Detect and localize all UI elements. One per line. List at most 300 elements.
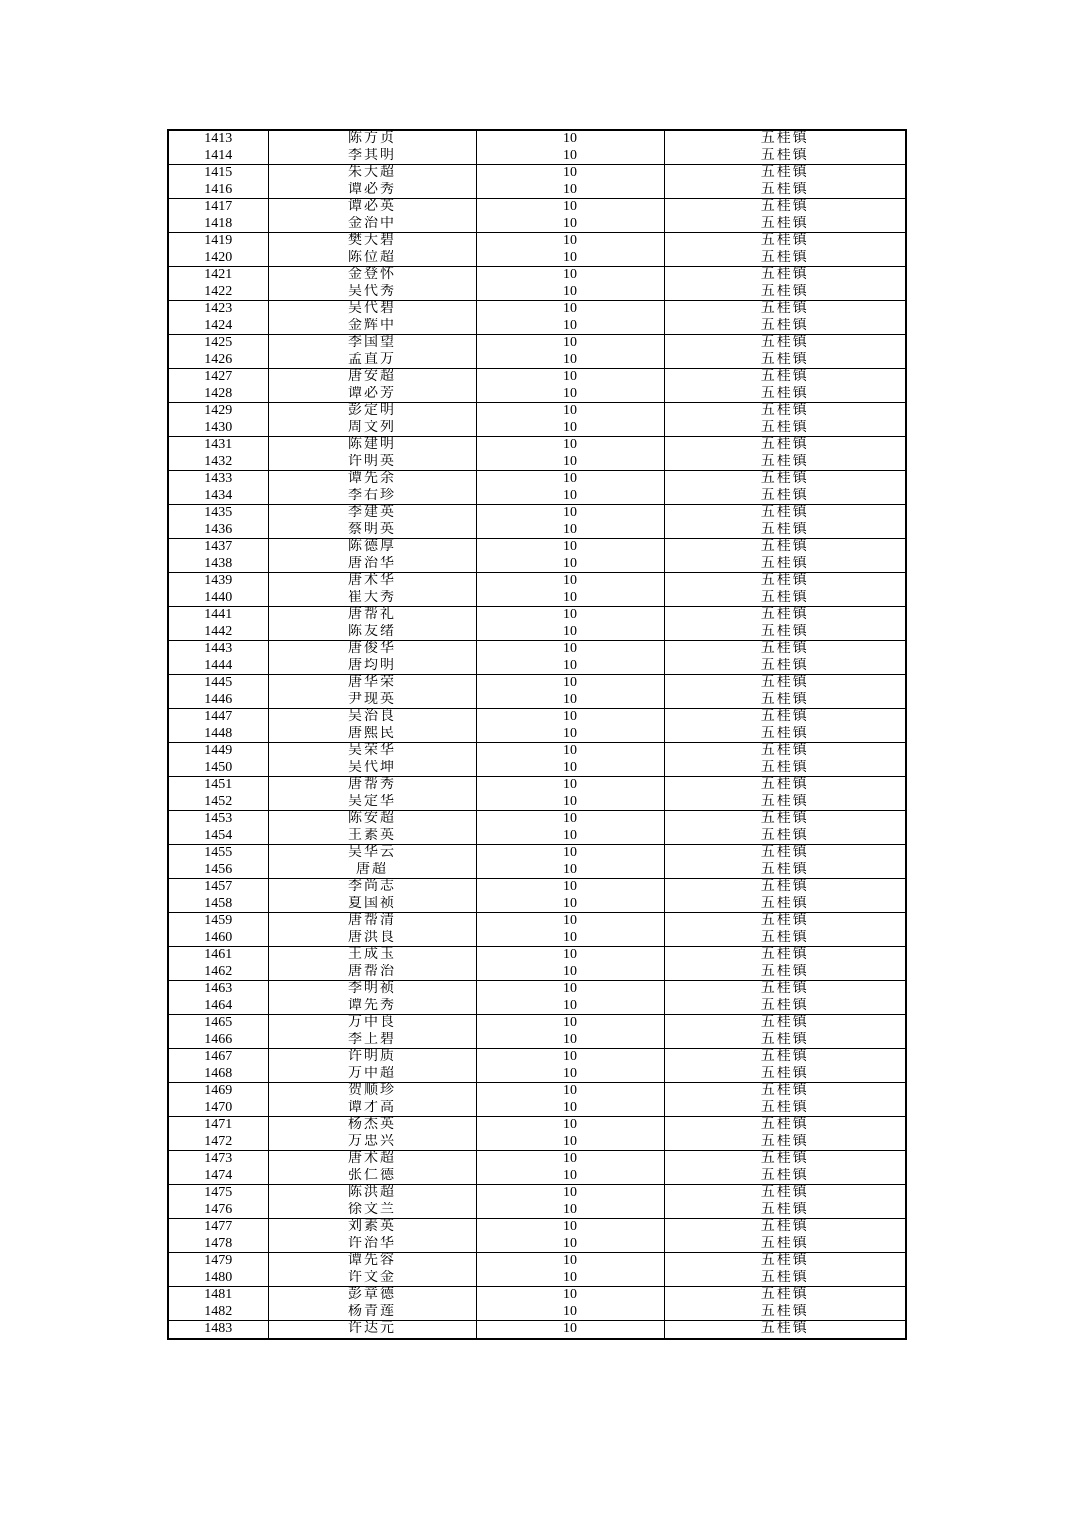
town-cell: 五桂镇 — [664, 335, 906, 352]
name-cell: 李尚志 — [268, 879, 476, 896]
data-table — [167, 129, 907, 1340]
table-row — [168, 437, 906, 454]
amount-cell: 10 — [476, 845, 664, 862]
amount-cell: 10 — [476, 590, 664, 607]
amount-cell: 10 — [476, 369, 664, 386]
row-number-cell: 1473 — [168, 1151, 268, 1168]
name-cell: 李右珍 — [268, 488, 476, 505]
name-cell: 吴华云 — [268, 845, 476, 862]
town-cell: 五桂镇 — [664, 947, 906, 964]
name-cell: 唐帮清 — [268, 913, 476, 930]
name-cell: 吴治良 — [268, 709, 476, 726]
table-row — [168, 964, 906, 981]
table-row — [168, 1083, 906, 1100]
row-number-cell: 1413 — [168, 130, 268, 148]
name-cell: 唐治华 — [268, 556, 476, 573]
town-cell: 五桂镇 — [664, 1287, 906, 1304]
town-cell: 五桂镇 — [664, 403, 906, 420]
table-row — [168, 1015, 906, 1032]
name-cell: 张仁德 — [268, 1168, 476, 1185]
name-cell: 唐洪良 — [268, 930, 476, 947]
table-row — [168, 1134, 906, 1151]
town-cell: 五桂镇 — [664, 777, 906, 794]
name-cell: 谭先秀 — [268, 998, 476, 1015]
name-cell: 李上碧 — [268, 1032, 476, 1049]
row-number-cell: 1481 — [168, 1287, 268, 1304]
table-row — [168, 233, 906, 250]
amount-cell: 10 — [476, 216, 664, 233]
amount-cell: 10 — [476, 233, 664, 250]
name-cell: 唐帮秀 — [268, 777, 476, 794]
row-number-cell: 1459 — [168, 913, 268, 930]
amount-cell: 10 — [476, 794, 664, 811]
table-row — [168, 692, 906, 709]
row-number-cell: 1463 — [168, 981, 268, 998]
table-row — [168, 828, 906, 845]
name-cell: 谭先余 — [268, 471, 476, 488]
town-cell: 五桂镇 — [664, 573, 906, 590]
amount-cell: 10 — [476, 267, 664, 284]
name-cell: 崔大秀 — [268, 590, 476, 607]
name-cell: 陈建明 — [268, 437, 476, 454]
town-cell: 五桂镇 — [664, 352, 906, 369]
table-row — [168, 624, 906, 641]
town-cell: 五桂镇 — [664, 1185, 906, 1202]
name-cell: 彭章德 — [268, 1287, 476, 1304]
table-row — [168, 862, 906, 879]
name-cell: 李建英 — [268, 505, 476, 522]
town-cell: 五桂镇 — [664, 233, 906, 250]
row-number-cell: 1415 — [168, 165, 268, 182]
town-cell: 五桂镇 — [664, 1304, 906, 1321]
amount-cell: 10 — [476, 930, 664, 947]
amount-cell: 10 — [476, 420, 664, 437]
name-cell: 孟直万 — [268, 352, 476, 369]
amount-cell: 10 — [476, 743, 664, 760]
table-row — [168, 641, 906, 658]
row-number-cell: 1421 — [168, 267, 268, 284]
row-number-cell: 1446 — [168, 692, 268, 709]
row-number-cell: 1479 — [168, 1253, 268, 1270]
table-row — [168, 130, 906, 148]
table-row — [168, 981, 906, 998]
name-cell: 许明质 — [268, 1049, 476, 1066]
row-number-cell: 1461 — [168, 947, 268, 964]
town-cell: 五桂镇 — [664, 318, 906, 335]
table-row — [168, 1202, 906, 1219]
row-number-cell: 1433 — [168, 471, 268, 488]
table-body — [168, 130, 906, 1339]
town-cell: 五桂镇 — [664, 675, 906, 692]
table-row — [168, 1304, 906, 1321]
town-cell: 五桂镇 — [664, 845, 906, 862]
town-cell: 五桂镇 — [664, 505, 906, 522]
name-cell: 朱大超 — [268, 165, 476, 182]
town-cell: 五桂镇 — [664, 1117, 906, 1134]
row-number-cell: 1454 — [168, 828, 268, 845]
amount-cell: 10 — [476, 607, 664, 624]
row-number-cell: 1416 — [168, 182, 268, 199]
name-cell: 唐术超 — [268, 1151, 476, 1168]
name-cell: 杨青莲 — [268, 1304, 476, 1321]
table-row — [168, 1185, 906, 1202]
table-row — [168, 913, 906, 930]
row-number-cell: 1465 — [168, 1015, 268, 1032]
row-number-cell: 1468 — [168, 1066, 268, 1083]
amount-cell: 10 — [476, 760, 664, 777]
amount-cell: 10 — [476, 998, 664, 1015]
row-number-cell: 1464 — [168, 998, 268, 1015]
amount-cell: 10 — [476, 1168, 664, 1185]
town-cell: 五桂镇 — [664, 454, 906, 471]
table-row — [168, 1270, 906, 1287]
name-cell: 唐术华 — [268, 573, 476, 590]
row-number-cell: 1439 — [168, 573, 268, 590]
town-cell: 五桂镇 — [664, 471, 906, 488]
name-cell: 谭先容 — [268, 1253, 476, 1270]
row-number-cell: 1480 — [168, 1270, 268, 1287]
name-cell: 唐帮礼 — [268, 607, 476, 624]
amount-cell: 10 — [476, 641, 664, 658]
town-cell: 五桂镇 — [664, 165, 906, 182]
town-cell: 五桂镇 — [664, 998, 906, 1015]
table-row — [168, 1151, 906, 1168]
table-row — [168, 199, 906, 216]
row-number-cell: 1447 — [168, 709, 268, 726]
name-cell: 贺顺珍 — [268, 1083, 476, 1100]
town-cell: 五桂镇 — [664, 862, 906, 879]
amount-cell: 10 — [476, 454, 664, 471]
row-number-cell: 1467 — [168, 1049, 268, 1066]
row-number-cell: 1472 — [168, 1134, 268, 1151]
amount-cell: 10 — [476, 1270, 664, 1287]
amount-cell: 10 — [476, 862, 664, 879]
town-cell: 五桂镇 — [664, 726, 906, 743]
table-row — [168, 420, 906, 437]
name-cell: 吴定华 — [268, 794, 476, 811]
table-row — [168, 726, 906, 743]
row-number-cell: 1424 — [168, 318, 268, 335]
amount-cell: 10 — [476, 692, 664, 709]
amount-cell: 10 — [476, 1321, 664, 1339]
town-cell: 五桂镇 — [664, 437, 906, 454]
name-cell: 谭必秀 — [268, 182, 476, 199]
table-row — [168, 386, 906, 403]
table-row — [168, 1032, 906, 1049]
row-number-cell: 1436 — [168, 522, 268, 539]
amount-cell: 10 — [476, 352, 664, 369]
town-cell: 五桂镇 — [664, 794, 906, 811]
amount-cell: 10 — [476, 1236, 664, 1253]
name-cell: 周文列 — [268, 420, 476, 437]
amount-cell: 10 — [476, 471, 664, 488]
name-cell: 徐文兰 — [268, 1202, 476, 1219]
table-row — [168, 216, 906, 233]
amount-cell: 10 — [476, 1134, 664, 1151]
town-cell: 五桂镇 — [664, 1032, 906, 1049]
table-row — [168, 267, 906, 284]
amount-cell: 10 — [476, 250, 664, 267]
row-number-cell: 1417 — [168, 199, 268, 216]
town-cell: 五桂镇 — [664, 641, 906, 658]
town-cell: 五桂镇 — [664, 267, 906, 284]
name-cell: 陈位超 — [268, 250, 476, 267]
table-row — [168, 794, 906, 811]
table-row — [168, 301, 906, 318]
amount-cell: 10 — [476, 896, 664, 913]
amount-cell: 10 — [476, 947, 664, 964]
row-number-cell: 1428 — [168, 386, 268, 403]
name-cell: 尹现英 — [268, 692, 476, 709]
town-cell: 五桂镇 — [664, 488, 906, 505]
town-cell: 五桂镇 — [664, 760, 906, 777]
name-cell: 陈方贞 — [268, 130, 476, 148]
name-cell: 唐超 — [268, 862, 476, 879]
table-row — [168, 573, 906, 590]
amount-cell: 10 — [476, 403, 664, 420]
table-row — [168, 488, 906, 505]
row-number-cell: 1422 — [168, 284, 268, 301]
row-number-cell: 1419 — [168, 233, 268, 250]
town-cell: 五桂镇 — [664, 284, 906, 301]
amount-cell: 10 — [476, 1049, 664, 1066]
row-number-cell: 1434 — [168, 488, 268, 505]
name-cell: 陈友绪 — [268, 624, 476, 641]
amount-cell: 10 — [476, 335, 664, 352]
name-cell: 吴代碧 — [268, 301, 476, 318]
amount-cell: 10 — [476, 658, 664, 675]
row-number-cell: 1455 — [168, 845, 268, 862]
name-cell: 唐熙民 — [268, 726, 476, 743]
amount-cell: 10 — [476, 1066, 664, 1083]
name-cell: 许达元 — [268, 1321, 476, 1339]
table-row — [168, 777, 906, 794]
table-row — [168, 1100, 906, 1117]
town-cell: 五桂镇 — [664, 743, 906, 760]
amount-cell: 10 — [476, 1100, 664, 1117]
town-cell: 五桂镇 — [664, 148, 906, 165]
table-row — [168, 590, 906, 607]
row-number-cell: 1460 — [168, 930, 268, 947]
town-cell: 五桂镇 — [664, 522, 906, 539]
town-cell: 五桂镇 — [664, 658, 906, 675]
amount-cell: 10 — [476, 879, 664, 896]
table-row — [168, 658, 906, 675]
amount-cell: 10 — [476, 148, 664, 165]
row-number-cell: 1426 — [168, 352, 268, 369]
amount-cell: 10 — [476, 1253, 664, 1270]
name-cell: 金治中 — [268, 216, 476, 233]
name-cell: 陈洪超 — [268, 1185, 476, 1202]
row-number-cell: 1458 — [168, 896, 268, 913]
table-row — [168, 1287, 906, 1304]
row-number-cell: 1482 — [168, 1304, 268, 1321]
table-row — [168, 1321, 906, 1339]
town-cell: 五桂镇 — [664, 896, 906, 913]
name-cell: 万忠兴 — [268, 1134, 476, 1151]
table-row — [168, 896, 906, 913]
name-cell: 谭必芳 — [268, 386, 476, 403]
name-cell: 夏国祯 — [268, 896, 476, 913]
town-cell: 五桂镇 — [664, 590, 906, 607]
amount-cell: 10 — [476, 1151, 664, 1168]
amount-cell: 10 — [476, 539, 664, 556]
amount-cell: 10 — [476, 1117, 664, 1134]
town-cell: 五桂镇 — [664, 964, 906, 981]
row-number-cell: 1450 — [168, 760, 268, 777]
amount-cell: 10 — [476, 573, 664, 590]
name-cell: 吴荣华 — [268, 743, 476, 760]
table-row — [168, 1219, 906, 1236]
table-row — [168, 522, 906, 539]
town-cell: 五桂镇 — [664, 1066, 906, 1083]
town-cell: 五桂镇 — [664, 1168, 906, 1185]
name-cell: 唐华荣 — [268, 675, 476, 692]
name-cell: 李明祯 — [268, 981, 476, 998]
town-cell: 五桂镇 — [664, 556, 906, 573]
name-cell: 蔡明英 — [268, 522, 476, 539]
town-cell: 五桂镇 — [664, 216, 906, 233]
table-row — [168, 250, 906, 267]
row-number-cell: 1432 — [168, 454, 268, 471]
amount-cell: 10 — [476, 386, 664, 403]
town-cell: 五桂镇 — [664, 182, 906, 199]
row-number-cell: 1443 — [168, 641, 268, 658]
town-cell: 五桂镇 — [664, 539, 906, 556]
row-number-cell: 1444 — [168, 658, 268, 675]
town-cell: 五桂镇 — [664, 386, 906, 403]
amount-cell: 10 — [476, 964, 664, 981]
name-cell: 李国望 — [268, 335, 476, 352]
table-row — [168, 182, 906, 199]
row-number-cell: 1457 — [168, 879, 268, 896]
amount-cell: 10 — [476, 828, 664, 845]
amount-cell: 10 — [476, 1219, 664, 1236]
amount-cell: 10 — [476, 709, 664, 726]
town-cell: 五桂镇 — [664, 250, 906, 267]
amount-cell: 10 — [476, 505, 664, 522]
name-cell: 谭必英 — [268, 199, 476, 216]
amount-cell: 10 — [476, 1015, 664, 1032]
table-row — [168, 471, 906, 488]
name-cell: 陈德厚 — [268, 539, 476, 556]
name-cell: 金辉中 — [268, 318, 476, 335]
table-row — [168, 998, 906, 1015]
town-cell: 五桂镇 — [664, 692, 906, 709]
name-cell: 金登怀 — [268, 267, 476, 284]
row-number-cell: 1427 — [168, 369, 268, 386]
table-row — [168, 165, 906, 182]
row-number-cell: 1435 — [168, 505, 268, 522]
name-cell: 王成玉 — [268, 947, 476, 964]
table-row — [168, 811, 906, 828]
table-row — [168, 845, 906, 862]
row-number-cell: 1438 — [168, 556, 268, 573]
name-cell: 许治华 — [268, 1236, 476, 1253]
town-cell: 五桂镇 — [664, 1321, 906, 1339]
town-cell: 五桂镇 — [664, 1219, 906, 1236]
row-number-cell: 1448 — [168, 726, 268, 743]
town-cell: 五桂镇 — [664, 709, 906, 726]
amount-cell: 10 — [476, 981, 664, 998]
table-row — [168, 1117, 906, 1134]
town-cell: 五桂镇 — [664, 301, 906, 318]
row-number-cell: 1453 — [168, 811, 268, 828]
town-cell: 五桂镇 — [664, 369, 906, 386]
name-cell: 万中良 — [268, 1015, 476, 1032]
amount-cell: 10 — [476, 130, 664, 148]
amount-cell: 10 — [476, 199, 664, 216]
name-cell: 谭才高 — [268, 1100, 476, 1117]
town-cell: 五桂镇 — [664, 624, 906, 641]
table-row — [168, 1168, 906, 1185]
table-row — [168, 403, 906, 420]
row-number-cell: 1451 — [168, 777, 268, 794]
name-cell: 许明英 — [268, 454, 476, 471]
table-row — [168, 760, 906, 777]
table-row — [168, 539, 906, 556]
row-number-cell: 1441 — [168, 607, 268, 624]
name-cell: 唐俊华 — [268, 641, 476, 658]
amount-cell: 10 — [476, 1304, 664, 1321]
table-row — [168, 675, 906, 692]
town-cell: 五桂镇 — [664, 1015, 906, 1032]
amount-cell: 10 — [476, 913, 664, 930]
amount-cell: 10 — [476, 1202, 664, 1219]
row-number-cell: 1462 — [168, 964, 268, 981]
table-row — [168, 879, 906, 896]
row-number-cell: 1430 — [168, 420, 268, 437]
table-row — [168, 709, 906, 726]
table-row — [168, 1236, 906, 1253]
row-number-cell: 1414 — [168, 148, 268, 165]
table-row — [168, 352, 906, 369]
town-cell: 五桂镇 — [664, 828, 906, 845]
name-cell: 杨杰英 — [268, 1117, 476, 1134]
table-row — [168, 369, 906, 386]
row-number-cell: 1466 — [168, 1032, 268, 1049]
row-number-cell: 1477 — [168, 1219, 268, 1236]
town-cell: 五桂镇 — [664, 811, 906, 828]
name-cell: 吴代秀 — [268, 284, 476, 301]
town-cell: 五桂镇 — [664, 420, 906, 437]
amount-cell: 10 — [476, 675, 664, 692]
amount-cell: 10 — [476, 726, 664, 743]
amount-cell: 10 — [476, 437, 664, 454]
row-number-cell: 1478 — [168, 1236, 268, 1253]
row-number-cell: 1445 — [168, 675, 268, 692]
table-row — [168, 148, 906, 165]
row-number-cell: 1425 — [168, 335, 268, 352]
row-number-cell: 1420 — [168, 250, 268, 267]
row-number-cell: 1449 — [168, 743, 268, 760]
table-row — [168, 947, 906, 964]
row-number-cell: 1429 — [168, 403, 268, 420]
amount-cell: 10 — [476, 1185, 664, 1202]
name-cell: 王素英 — [268, 828, 476, 845]
table-row — [168, 607, 906, 624]
amount-cell: 10 — [476, 522, 664, 539]
name-cell: 万中超 — [268, 1066, 476, 1083]
name-cell: 樊大碧 — [268, 233, 476, 250]
row-number-cell: 1470 — [168, 1100, 268, 1117]
row-number-cell: 1440 — [168, 590, 268, 607]
table-row — [168, 284, 906, 301]
amount-cell: 10 — [476, 318, 664, 335]
town-cell: 五桂镇 — [664, 1049, 906, 1066]
town-cell: 五桂镇 — [664, 1236, 906, 1253]
row-number-cell: 1474 — [168, 1168, 268, 1185]
